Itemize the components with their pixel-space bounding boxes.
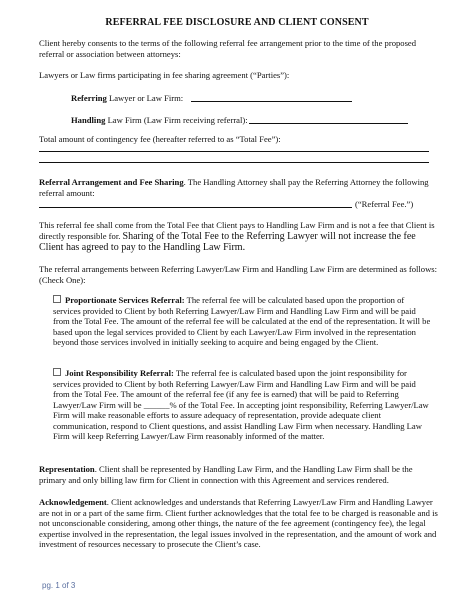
handling-firm-input-line[interactable]	[249, 123, 408, 124]
arrangement-text: . The Handling Attorney shall pay the Referring Attorney the following referral amount:	[39, 177, 429, 198]
joint-text-2: % of the Total Fee. In accepting joint responsibility, Referring Lawyer/Law Firm will make reasonable efforts to assure adequacy of representation, provide adequate client communication, respond to Client questions, and assist Handling Law Firm when necessary. Handling Law Firm will keep Referring Lawyer/Law Firm reasonably informed of the matter.	[53, 399, 429, 441]
arrangement-paragraph	[39, 177, 439, 198]
referring-bold-label: Referring	[71, 93, 107, 103]
total-fee-label: Total amount of contingency fee (hereafter referred to as “Total Fee”):	[39, 134, 281, 144]
representation-heading: Representation	[39, 464, 95, 474]
referring-field-label	[71, 93, 183, 104]
arrangements-intro: The referral arrangements between Referring Lawyer/Law Firm and Handling Law Firm are determined as follows: (Check One):	[39, 264, 438, 285]
joint-text-1: The referral fee is calculated based upon the joint responsibility for services provided to Client by both Referring Lawyer/Law Firm and Handling Law Firm and will be paid from the Total Fee. The amount of the referral fee (if any fee is earned) that will be paid to Referring Lawyer/Law Firm will be	[53, 368, 416, 410]
acknowledgement-heading: Acknowledgement	[39, 497, 107, 507]
fee-source-text: This referral fee shall come from the Total Fee that Client pays to Handling Law Firm and is not a fee that Client is directly responsible for.	[39, 220, 435, 241]
joint-heading: Joint Responsibility Referral:	[65, 368, 174, 378]
proportional-heading: Proportionate Services Referral:	[65, 295, 185, 305]
parties-label: Lawyers or Law firms participating in fee sharing agreement (“Parties”):	[39, 70, 290, 80]
document-title: REFERRAL FEE DISCLOSURE AND CLIENT CONSENT	[105, 17, 369, 28]
total-fee-input-line-1[interactable]	[39, 151, 429, 152]
proportional-text: The referral fee will be calculated based upon the proportion of services provided to Client by both Referring Lawyer/Law Firm and Handling Law Firm and will be paid from the Total Fee. The amount of the referral fee will be calculated at the end of the representation. It will be based upon the legal services provided to Client by each Lawyer/Law Firm involved in the representation beyond those services involved in initially seeking to acquire and being engaged by the Client.	[53, 295, 431, 347]
acknowledgement-paragraph	[39, 497, 439, 550]
page-number: pg. 1 of 3	[42, 581, 76, 590]
representation-text: . Client shall be represented by Handling Law Firm, and the Handling Law Firm shall be the primary and only billing law firm for Client in connection with this Agreement and services rendered.	[39, 464, 413, 485]
referring-firm-input-line[interactable]	[191, 101, 352, 102]
total-fee-input-line-2[interactable]	[39, 162, 429, 163]
fee-source-paragraph	[39, 220, 439, 254]
referring-label-text: Lawyer or Law Firm:	[108, 93, 184, 103]
handling-field-label	[71, 115, 248, 126]
proportional-option	[53, 295, 433, 348]
referral-amount-input-line[interactable]	[39, 207, 352, 208]
intro-paragraph: Client hereby consents to the terms of the following referral fee arrangement prior to the time of the proposed referral or association between attorneys:	[39, 38, 417, 59]
handling-label-text: Law Firm (Law Firm receiving referral):	[107, 115, 248, 125]
proportional-checkbox[interactable]	[53, 295, 61, 303]
referral-fee-tag: (“Referral Fee.”)	[355, 199, 414, 209]
joint-option	[53, 368, 433, 442]
handling-bold-label: Handling	[71, 115, 106, 125]
joint-checkbox[interactable]	[53, 368, 61, 376]
joint-percent-blank[interactable]: ______	[143, 399, 170, 410]
representation-paragraph	[39, 464, 439, 485]
fee-source-highlight: Sharing of the Total Fee to the Referring Lawyer will not increase the fee Client has agreed to pay to the Handling Law Firm.	[39, 230, 416, 253]
arrangement-heading: Referral Arrangement and Fee Sharing	[39, 177, 184, 187]
acknowledgement-text: . Client acknowledges and understands that Referring Lawyer/Law Firm and Handling Lawyer are not in or a part of the same firm. Client further acknowledges that the total fee to be charged is reasonable and is not unconscionable considering, among other things, the nature of the fee agreement (contingency fee), the legal expertise involved in the representation, the legal issues involved in the representation, and the amount of work and investment of resources necessary to prosecute the Client’s case.	[39, 497, 438, 549]
